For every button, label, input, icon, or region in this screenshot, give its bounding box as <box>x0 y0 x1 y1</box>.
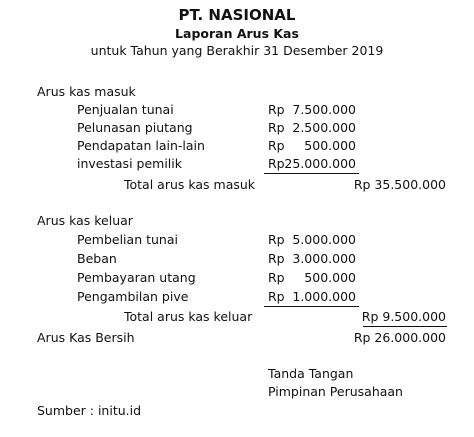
company-name: PT. NASIONAL <box>178 6 296 24</box>
cash-out-item-currency: Rp <box>268 289 285 304</box>
cash-in-subtotal-rule <box>264 173 359 174</box>
cash-in-heading: Arus kas masuk <box>37 84 136 99</box>
cash-in-total-label: Total arus kas masuk <box>124 177 256 192</box>
cash-in-item-amount: 7.500.000 <box>292 102 356 117</box>
cash-in-item-amount: 500.000 <box>304 138 356 153</box>
cash-in-item-amount: 25.000.000 <box>284 156 356 171</box>
cash-out-item-currency: Rp <box>268 232 285 247</box>
net-cash-label: Arus Kas Bersih <box>37 330 135 345</box>
cash-in-item-label: Pelunasan piutang <box>77 120 193 135</box>
cash-in-item-currency: Rp <box>268 102 285 117</box>
cash-in-item-currency: Rp <box>268 120 285 135</box>
cash-in-item-amount: 2.500.000 <box>292 120 356 135</box>
cash-out-item-amount: 500.000 <box>304 270 356 285</box>
signature-line-1: Tanda Tangan <box>268 366 354 381</box>
source-note: Sumber : initu.id <box>37 403 142 418</box>
cash-out-item-amount: 1.000.000 <box>292 289 356 304</box>
cash-in-item-label: Penjualan tunai <box>77 102 174 117</box>
cash-out-item-label: Pembayaran utang <box>77 270 196 285</box>
signature-line-2: Pimpinan Perusahaan <box>268 384 403 399</box>
cash-out-total-label: Total arus kas keluar <box>124 309 253 324</box>
cash-in-item-label: investasi pemilik <box>77 156 182 171</box>
cash-out-item-label: Pembelian tunai <box>77 232 178 247</box>
cash-out-item-amount: 3.000.000 <box>292 251 356 266</box>
cash-out-total-value: Rp 9.500.000 <box>361 309 446 324</box>
net-cash-value: Rp 26.000.000 <box>353 330 446 345</box>
cash-out-item-currency: Rp <box>268 251 285 266</box>
cash-out-subtotal-rule <box>264 306 359 307</box>
report-period: untuk Tahun yang Berakhir 31 Desember 2019 <box>90 43 384 58</box>
cash-out-item-currency: Rp <box>268 270 285 285</box>
cash-in-item-label: Pendapatan lain-lain <box>77 138 205 153</box>
net-total-rule <box>363 326 447 327</box>
report-title: Laporan Arus Kas <box>175 26 299 41</box>
cash-in-total-value: Rp 35.500.000 <box>353 177 446 192</box>
cash-in-item-currency: Rp <box>268 156 285 171</box>
cash-out-item-label: Beban <box>77 251 117 266</box>
cash-out-heading: Arus kas keluar <box>37 213 133 228</box>
cash-out-item-amount: 5.000.000 <box>292 232 356 247</box>
cash-out-item-label: Pengambilan pive <box>77 289 189 304</box>
cash-in-item-currency: Rp <box>268 138 285 153</box>
